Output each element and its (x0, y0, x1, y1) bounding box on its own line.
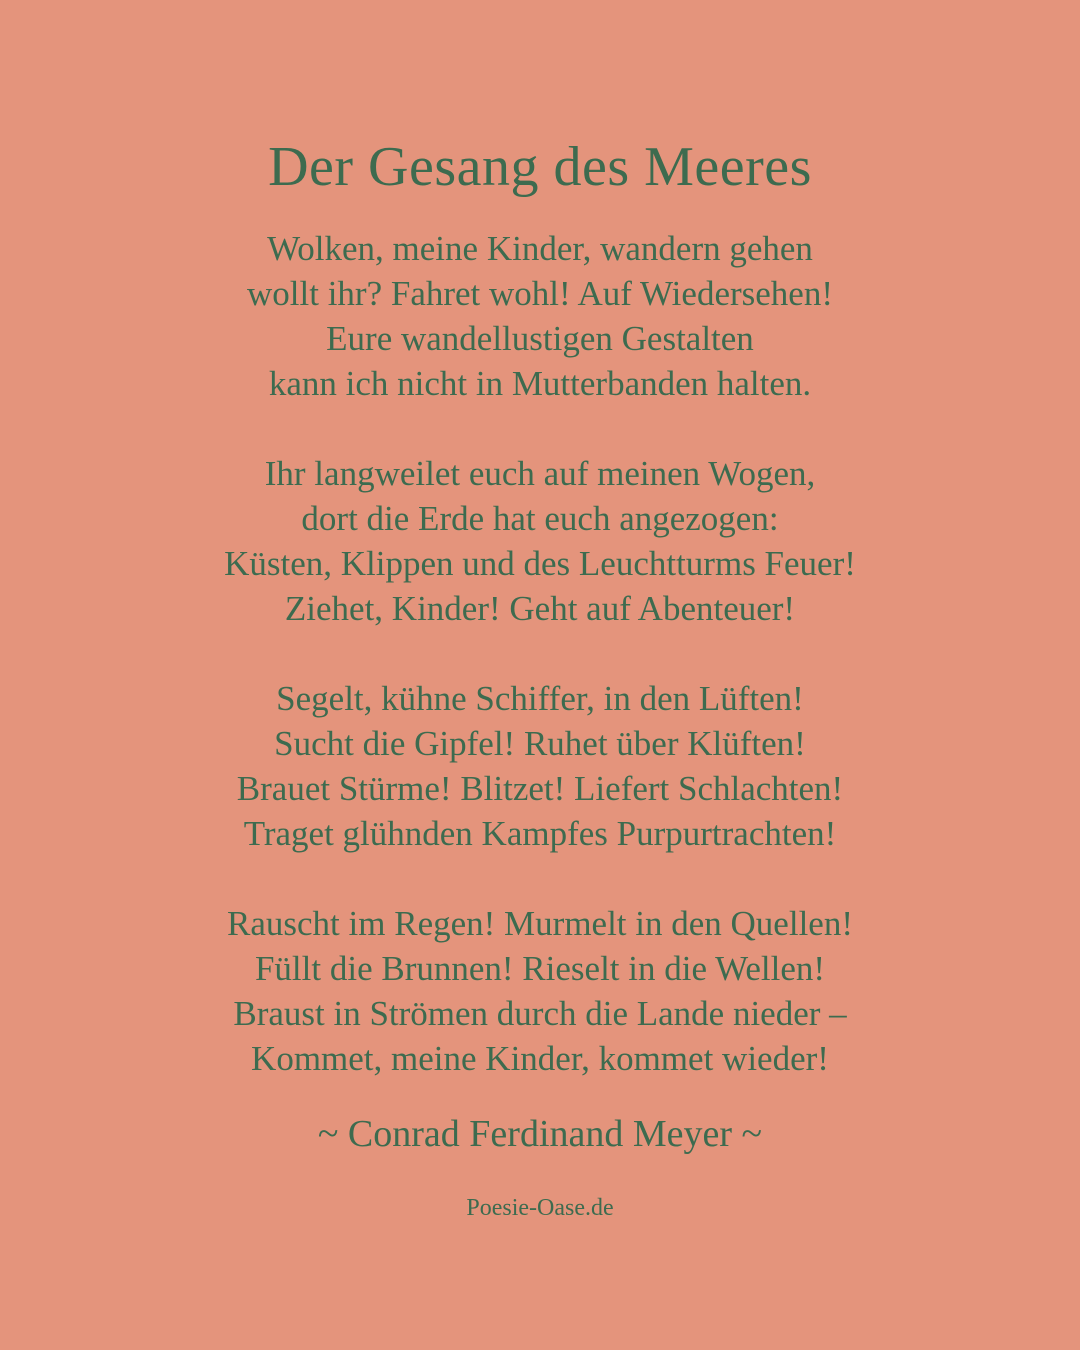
stanza-3 (0, 676, 1080, 856)
poem-line: Küsten, Klippen und des Leuchtturms Feuer! (224, 544, 856, 583)
poem-line: Ziehet, Kinder! Geht auf Abenteuer! (284, 589, 796, 628)
source-credit: Poesie-Oase.de (466, 1195, 614, 1221)
poem-author: ~ Conrad Ferdinand Meyer ~ (317, 1113, 763, 1155)
poem-title: Der Gesang des Meeres (268, 136, 812, 198)
poem-line: Braust in Strömen durch die Lande nieder – (233, 994, 847, 1033)
poem-line: kann ich nicht in Mutterbanden halten. (268, 364, 812, 403)
poem-line: Segelt, kühne Schiffer, in den Lüften! (276, 679, 804, 718)
stanza-2 (0, 451, 1080, 631)
poem-line: Kommet, meine Kinder, kommet wieder! (251, 1039, 829, 1078)
poem-line: Wolken, meine Kinder, wandern gehen (267, 229, 813, 268)
poem-line: Eure wandellustigen Gestalten (326, 319, 754, 358)
poem-line: Ihr langweilet euch auf meinen Wogen, (264, 454, 816, 493)
poem-line: Traget glühnden Kampfes Purpurtrachten! (243, 814, 837, 853)
poem-line: Sucht die Gipfel! Ruhet über Klüften! (274, 724, 806, 763)
poem-line: Rauscht im Regen! Murmelt in den Quellen! (227, 904, 853, 943)
poem-line: wollt ihr? Fahret wohl! Auf Wiedersehen! (247, 274, 833, 313)
stanza-1 (0, 226, 1080, 406)
poem-line: dort die Erde hat euch angezogen: (301, 499, 779, 538)
poem-line: Brauet Stürme! Blitzet! Liefert Schlachten! (236, 769, 844, 808)
poem-line: Füllt die Brunnen! Rieselt in die Wellen! (254, 949, 826, 988)
stanza-4 (0, 901, 1080, 1081)
poem-body (0, 226, 1080, 1126)
